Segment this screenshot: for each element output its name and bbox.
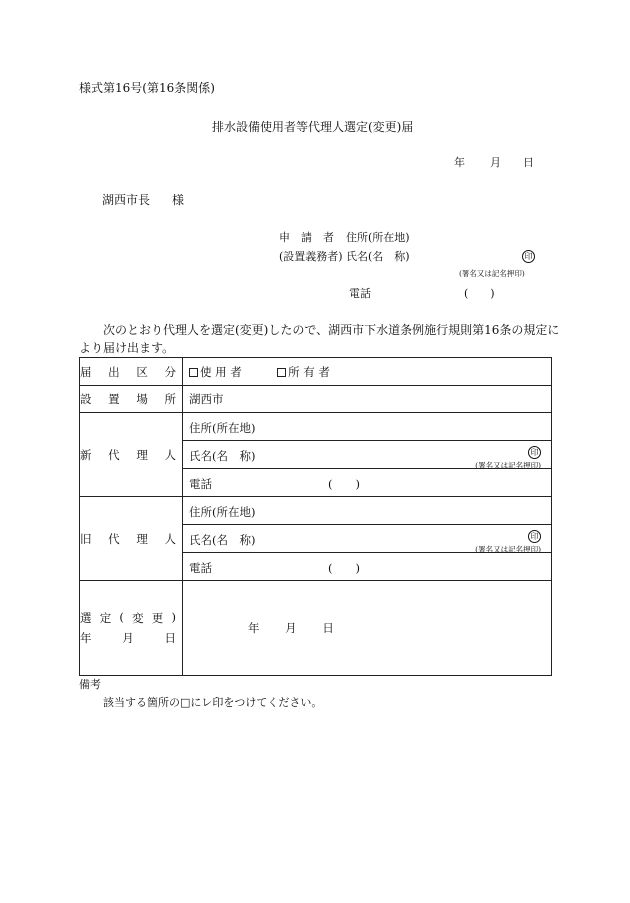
old-agent-address-field[interactable]: 住所(所在地) (183, 497, 552, 525)
body-text-line1: 次のとおり代理人を選定(変更)したので、湖西市下水道条例施行規則第16条の規定に (103, 323, 560, 337)
addressee: 湖西市長 (102, 193, 151, 207)
seal-icon: 印 (528, 446, 541, 459)
selection-date-field[interactable]: 年 月 日 (183, 581, 552, 676)
remarks-text: 該当する箇所の□にレ印をつけてください。 (103, 696, 323, 709)
seal-note: (署名又は記名押印) (475, 545, 541, 554)
applicant-role2: (設置義務者) (279, 250, 343, 263)
checkbox-owner[interactable] (277, 368, 286, 377)
applicant-phone-parens: ( ) (464, 287, 495, 300)
seal-note: (署名又は記名押印) (475, 461, 541, 470)
old-agent-name-field[interactable]: 氏名(名 称) 印 (署名又は記名押印) (183, 525, 552, 553)
applicant-name-label: 氏名(名 称) (346, 250, 410, 263)
checkbox-user[interactable] (189, 368, 198, 377)
applicant-address-label: 住所(所在地) (346, 231, 410, 244)
label-selection-date: 選 定 ( 変 更 ) 年 月 日 (80, 581, 183, 676)
option-user-label: 使 用 者 (200, 364, 242, 379)
application-table (79, 357, 552, 676)
addressee-honorific: 様 (172, 193, 185, 207)
label-location: 設 置 場 所 (80, 386, 183, 413)
form-number: 様式第16号(第16条関係) (79, 81, 215, 95)
label-old-agent: 旧 代 理 人 (80, 497, 183, 581)
label-new-agent: 新 代 理 人 (80, 413, 183, 497)
new-agent-name-field[interactable]: 氏名(名 称) 印 (署名又は記名押印) (183, 441, 552, 469)
category-options (183, 358, 552, 386)
label-category: 届 出 区 分 (80, 358, 183, 386)
date-day: 日 (523, 156, 534, 169)
remarks-title: 備考 (79, 678, 101, 691)
applicant-role: 申 請 者 (279, 231, 334, 244)
old-agent-phone-field[interactable]: 電話 ( ) (183, 553, 552, 581)
form-title: 排水設備使用者等代理人選定(変更)届 (212, 120, 414, 134)
seal-icon: 印 (528, 530, 541, 543)
applicant-seal-note: (署名又は記名押印) (459, 269, 525, 278)
date-year: 年 (454, 156, 465, 169)
seal-icon: 印 (522, 250, 535, 263)
new-agent-address-field[interactable]: 住所(所在地) (183, 413, 552, 441)
location-field[interactable]: 湖西市 (183, 386, 552, 413)
date-month: 月 (490, 156, 501, 169)
body-text-line2: より届け出ます。 (79, 341, 175, 355)
applicant-phone-label: 電話 (349, 287, 371, 300)
new-agent-phone-field[interactable]: 電話 ( ) (183, 469, 552, 497)
option-owner-label: 所 有 者 (288, 364, 330, 379)
